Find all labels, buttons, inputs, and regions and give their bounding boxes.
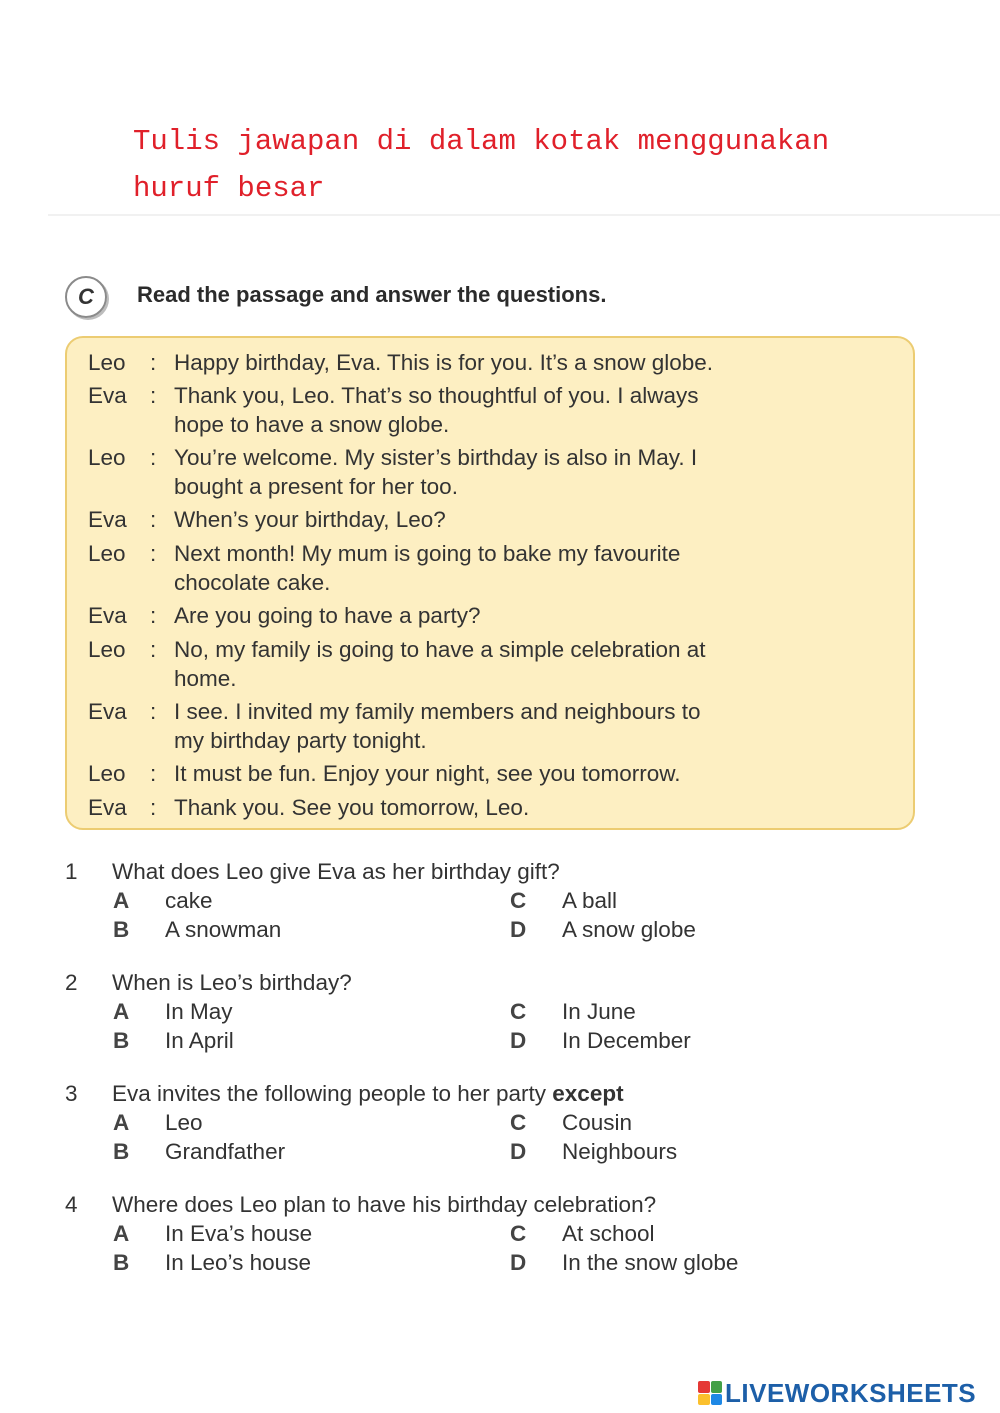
logo-text: LIVEWORKSHEETS [725, 1377, 977, 1408]
dialogue-text: hope to have a snow globe. [174, 412, 450, 437]
option-letter: D [510, 917, 527, 942]
speaker-name: Eva [88, 699, 127, 724]
dialogue-line-continued [88, 726, 898, 755]
question-4 [65, 1190, 945, 1280]
option-letter: C [510, 888, 527, 913]
dialogue-text: chocolate cake. [174, 570, 331, 595]
dialogue-text: Thank you. See you tomorrow, Leo. [174, 795, 530, 820]
option-text: Leo [165, 1110, 203, 1135]
dialogue-line-continued [88, 410, 898, 439]
speaker-colon: : [150, 383, 157, 408]
dialogue-text: Next month! My mum is going to bake my favourite [174, 541, 681, 566]
instruction-line-2: huruf besar [133, 172, 325, 205]
question-emphasis: except [552, 1081, 624, 1106]
option-letter: C [510, 1110, 527, 1135]
option-text: A ball [562, 888, 618, 913]
option-letter: B [113, 1139, 130, 1164]
speaker-colon: : [150, 795, 157, 820]
speaker-name: Leo [88, 350, 126, 375]
dialogue-text: Happy birthday, Eva. This is for you. It’s a snow globe. [174, 350, 714, 375]
option-letter: D [510, 1139, 527, 1164]
dialogue-text: No, my family is going to have a simple celebration at [174, 637, 706, 662]
logo-cell [698, 1394, 710, 1406]
dialogue-line-continued [88, 568, 898, 597]
dialogue-text: Thank you, Leo. That’s so thoughtful of you. I always [174, 383, 699, 408]
option-letter: A [113, 1221, 130, 1246]
question-text: When is Leo’s birthday? [112, 970, 352, 995]
speaker-colon: : [150, 603, 157, 628]
speaker-colon: : [150, 445, 157, 470]
dialogue-line [88, 793, 898, 822]
section-badge: C [65, 276, 107, 318]
option-letter: B [113, 917, 130, 942]
dialogue-text: bought a present for her too. [174, 474, 458, 499]
speaker-name: Eva [88, 603, 127, 628]
logo-cell [698, 1381, 710, 1393]
option-letter: C [510, 1221, 527, 1246]
dialogue-line [88, 635, 898, 664]
dialogue-line-continued [88, 664, 898, 693]
question-number: 3 [65, 1081, 78, 1106]
option-text: Neighbours [562, 1139, 678, 1164]
logo-cell [711, 1381, 723, 1393]
option-letter: A [113, 1110, 130, 1135]
question-number: 4 [65, 1192, 78, 1217]
option-letter: B [113, 1028, 130, 1053]
dialogue-line [88, 348, 898, 377]
question-text [112, 1079, 624, 1108]
speaker-colon: : [150, 541, 157, 566]
dialogue-text: It must be fun. Enjoy your night, see you tomorrow. [174, 761, 681, 786]
speaker-colon: : [150, 637, 157, 662]
option-letter: D [510, 1250, 527, 1275]
speaker-name: Eva [88, 383, 127, 408]
option-text: In April [165, 1028, 234, 1053]
speaker-name: Leo [88, 761, 126, 786]
question-number: 2 [65, 970, 78, 995]
dialogue-line-continued [88, 472, 898, 501]
option-letter: A [113, 999, 130, 1024]
dialogue-line [88, 601, 898, 630]
option-text: At school [562, 1221, 655, 1246]
dialogue-text: home. [174, 666, 237, 691]
speaker-name: Eva [88, 507, 127, 532]
dialogue-line [88, 381, 898, 410]
speaker-name: Eva [88, 795, 127, 820]
option-letter: C [510, 999, 527, 1024]
instruction-text [133, 118, 833, 212]
option-text: In the snow globe [562, 1250, 739, 1275]
speaker-name: Leo [88, 541, 126, 566]
dialogue-text: You’re welcome. My sister’s birthday is also in May. I [174, 445, 698, 470]
option-text: In June [562, 999, 636, 1024]
option-text: Grandfather [165, 1139, 286, 1164]
option-text: In Leo’s house [165, 1250, 311, 1275]
speaker-colon: : [150, 507, 157, 532]
dialogue-text: my birthday party tonight. [174, 728, 427, 753]
logo-grid-icon [698, 1381, 722, 1405]
option-text: In Eva’s house [165, 1221, 313, 1246]
dialogue-text: I see. I invited my family members and neighbours to [174, 699, 701, 724]
option-text: In December [562, 1028, 691, 1053]
question-text: What does Leo give Eva as her birthday gift? [112, 859, 560, 884]
speaker-colon: : [150, 350, 157, 375]
dialogue-line [88, 443, 898, 472]
dialogue-line [88, 539, 898, 568]
dialogue-line [88, 697, 898, 726]
option-letter: A [113, 888, 130, 913]
divider [48, 214, 1000, 216]
question-2 [65, 968, 945, 1058]
dialogue-text: When’s your birthday, Leo? [174, 507, 446, 532]
liveworksheets-logo[interactable] [698, 1378, 976, 1408]
dialogue-text: Are you going to have a party? [174, 603, 481, 628]
question-3 [65, 1079, 945, 1169]
speaker-colon: : [150, 699, 157, 724]
option-text: cake [165, 888, 213, 913]
speaker-name: Leo [88, 637, 126, 662]
question-1 [65, 857, 945, 947]
question-text-main: Eva invites the following people to her party [112, 1081, 547, 1106]
option-text: A snow globe [562, 917, 696, 942]
option-text: In May [165, 999, 233, 1024]
option-letter: D [510, 1028, 527, 1053]
dialogue-line [88, 505, 898, 534]
instruction-line-1: Tulis jawapan di dalam kotak menggunakan [133, 125, 830, 158]
question-number: 1 [65, 859, 78, 884]
dialogue-line [88, 759, 898, 788]
section-title: Read the passage and answer the questions. [137, 282, 607, 307]
speaker-name: Leo [88, 445, 126, 470]
option-letter: B [113, 1250, 130, 1275]
logo-cell [711, 1394, 723, 1406]
option-text: Cousin [562, 1110, 633, 1135]
option-text: A snowman [165, 917, 282, 942]
question-text: Where does Leo plan to have his birthday celebration? [112, 1192, 657, 1217]
speaker-colon: : [150, 761, 157, 786]
